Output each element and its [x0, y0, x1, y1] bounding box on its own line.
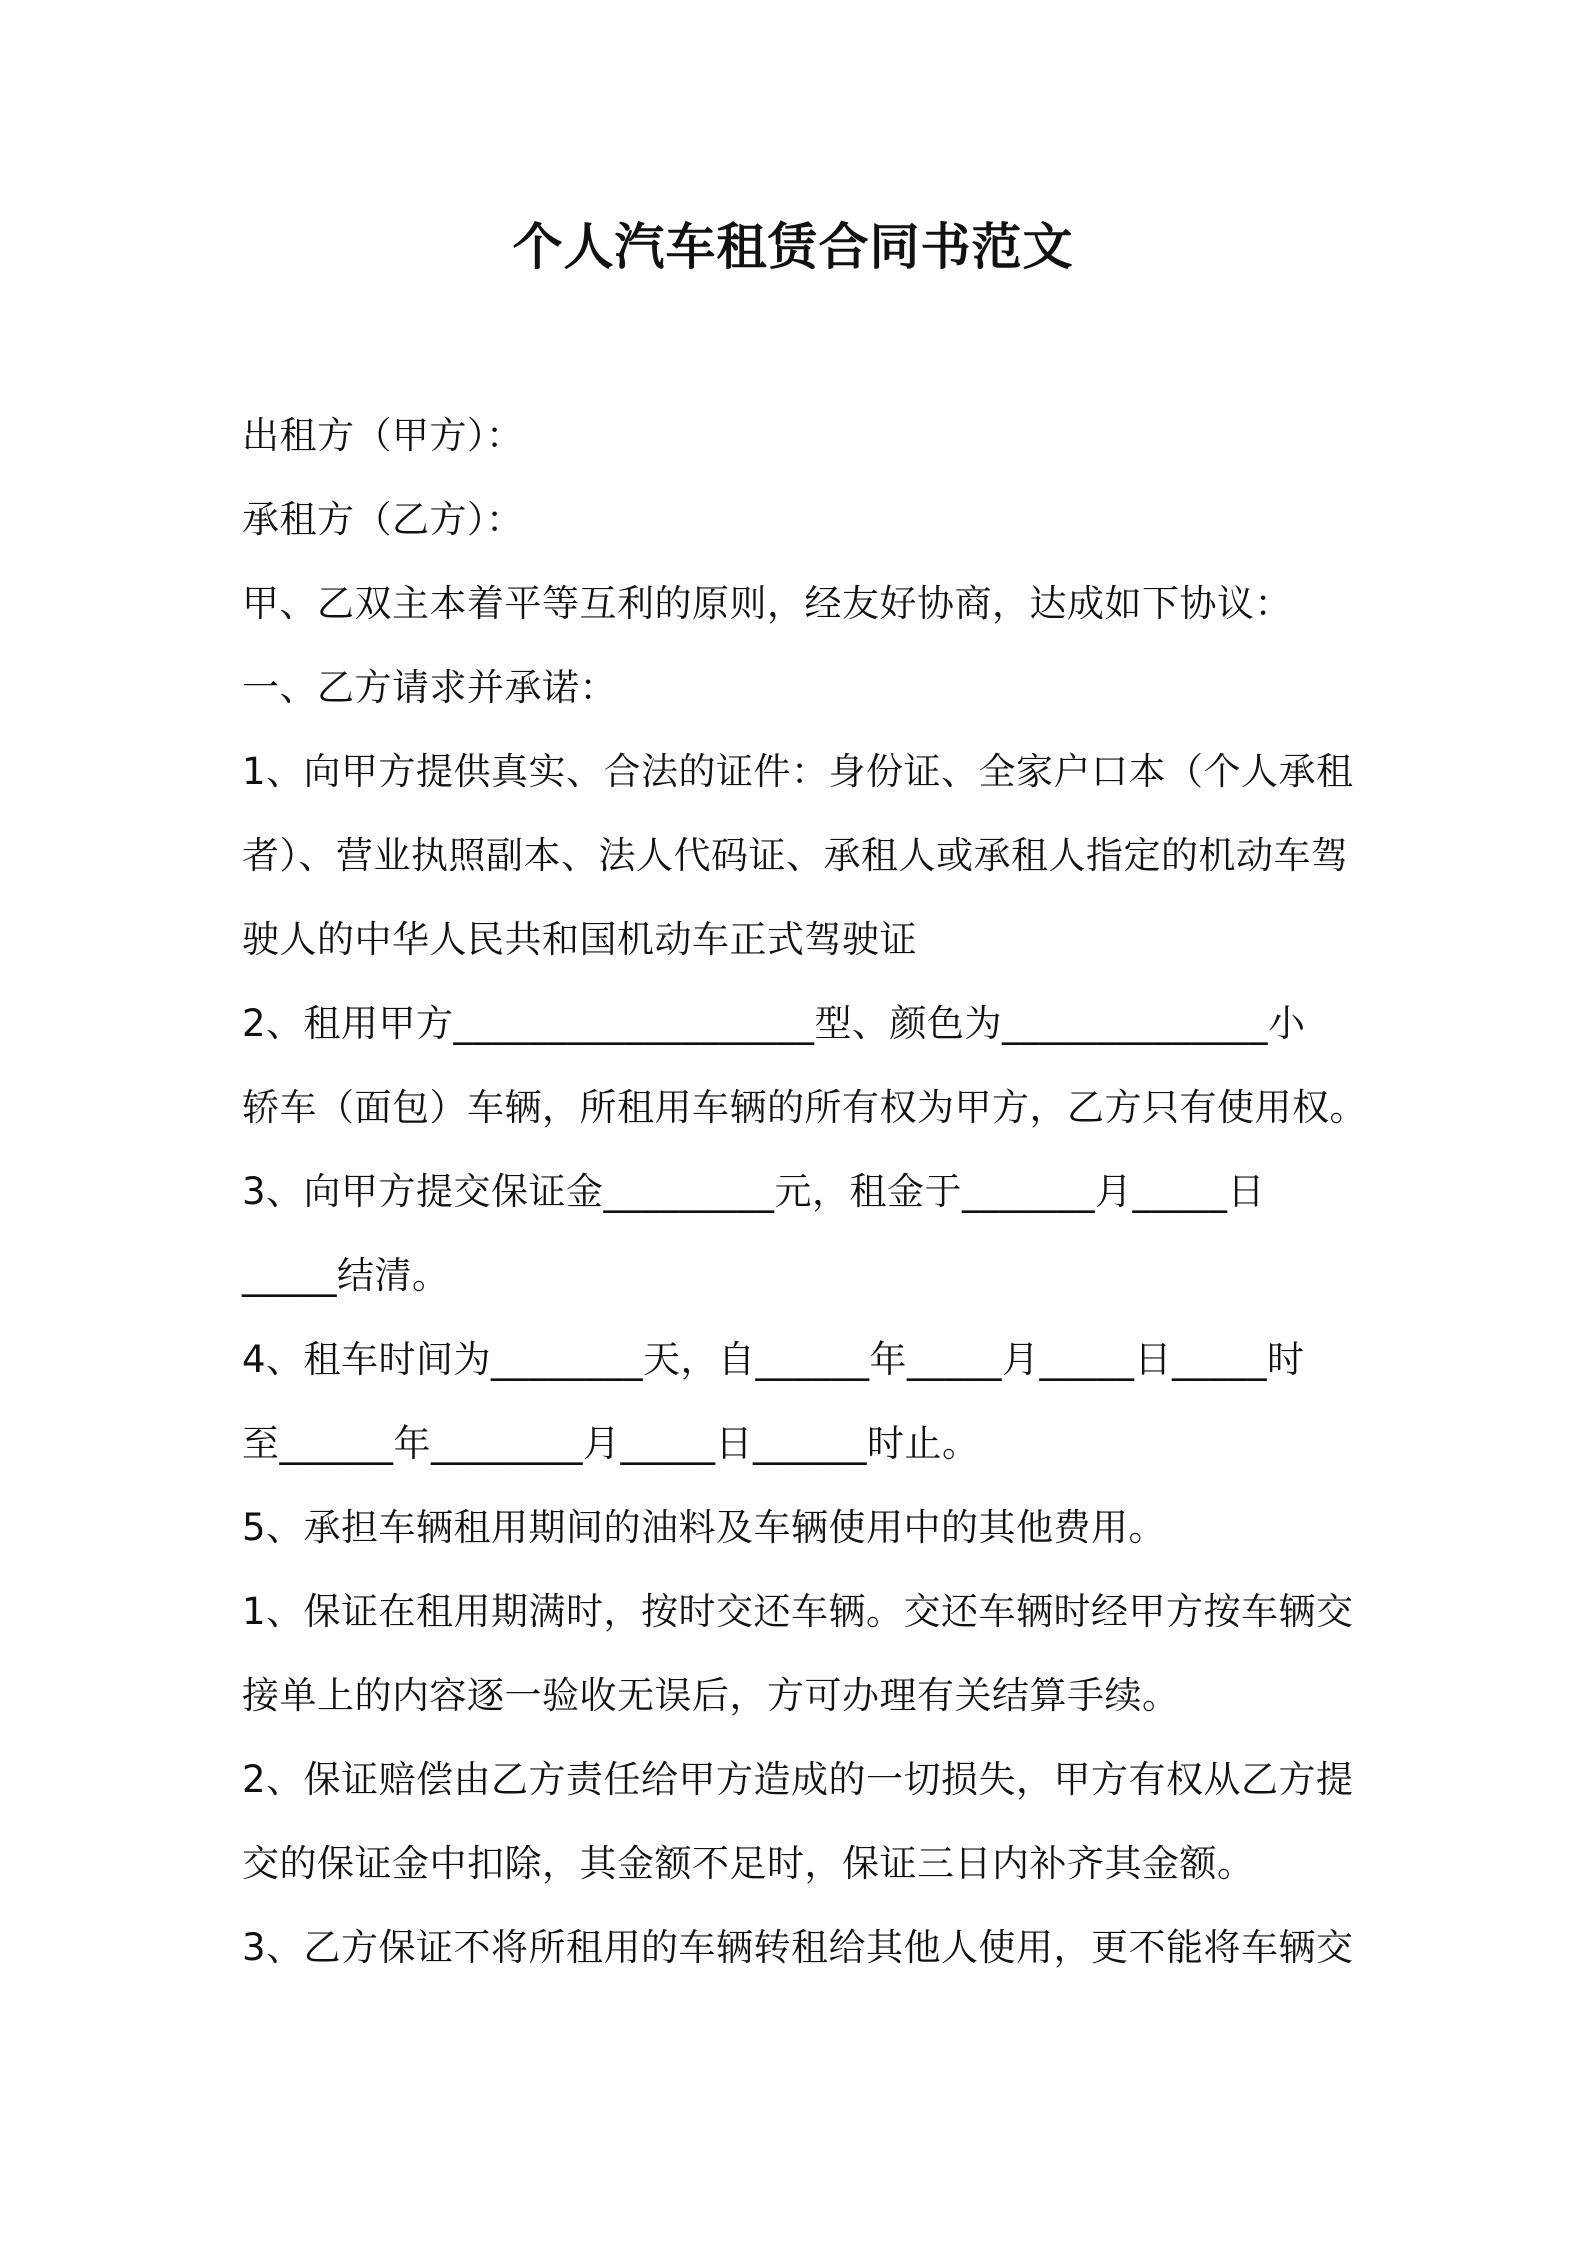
paragraph-line: 1、向甲方提供真实、合法的证件：身份证、全家户口本（个人承租 [242, 750, 1354, 793]
paragraph-line: 4、租车时间为________天，自______年_____月_____日_____时 [242, 1338, 1305, 1381]
paragraph-line: 交的保证金中扣除，其金额不足时，保证三日内补齐其金额。 [242, 1842, 1255, 1885]
paragraph-line: 者）、营业执照副本、法人代码证、承租人或承租人指定的机动车驾 [242, 834, 1349, 877]
paragraph-line: 1、保证在租用期满时，按时交还车辆。交还车辆时经甲方按车辆交 [242, 1590, 1354, 1633]
paragraph-line: 5、承担车辆租用期间的油料及车辆使用中的其他费用。 [242, 1506, 1167, 1549]
document-title: 个人汽车租赁合同书范文 [512, 218, 1074, 276]
agreement-intro: 甲、乙双主本着平等互利的原则，经友好协商，达成如下协议： [242, 582, 1292, 625]
paragraph-line: _____结清。 [242, 1254, 450, 1297]
paragraph-line: 3、乙方保证不将所租用的车辆转租给其他人使用，更不能将车辆交 [242, 1926, 1354, 1969]
paragraph-line: 2、保证赔偿由乙方责任给甲方造成的一切损失，甲方有权从乙方提 [242, 1758, 1354, 1801]
lessee-line: 承租方（乙方）： [242, 498, 524, 541]
lessor-line: 出租方（甲方）： [242, 414, 524, 457]
paragraph-line: 轿车（面包）车辆，所租用车辆的所有权为甲方，乙方只有使用权。 [242, 1086, 1367, 1129]
paragraph-line: 3、向甲方提交保证金_________元，租金于_______月_____日 [242, 1170, 1266, 1213]
paragraph-line: 2、租用甲方___________________型、颜色为______________小 [242, 1002, 1306, 1045]
section-heading: 一、乙方请求并承诺： [242, 666, 617, 709]
paragraph-line: 接单上的内容逐一验收无误后，方可办理有关结算手续。 [242, 1674, 1180, 1717]
paragraph-line: 驶人的中华人民共和国机动车正式驾驶证 [242, 918, 917, 961]
paragraph-line: 至______年________月_____日______时止。 [242, 1422, 980, 1465]
